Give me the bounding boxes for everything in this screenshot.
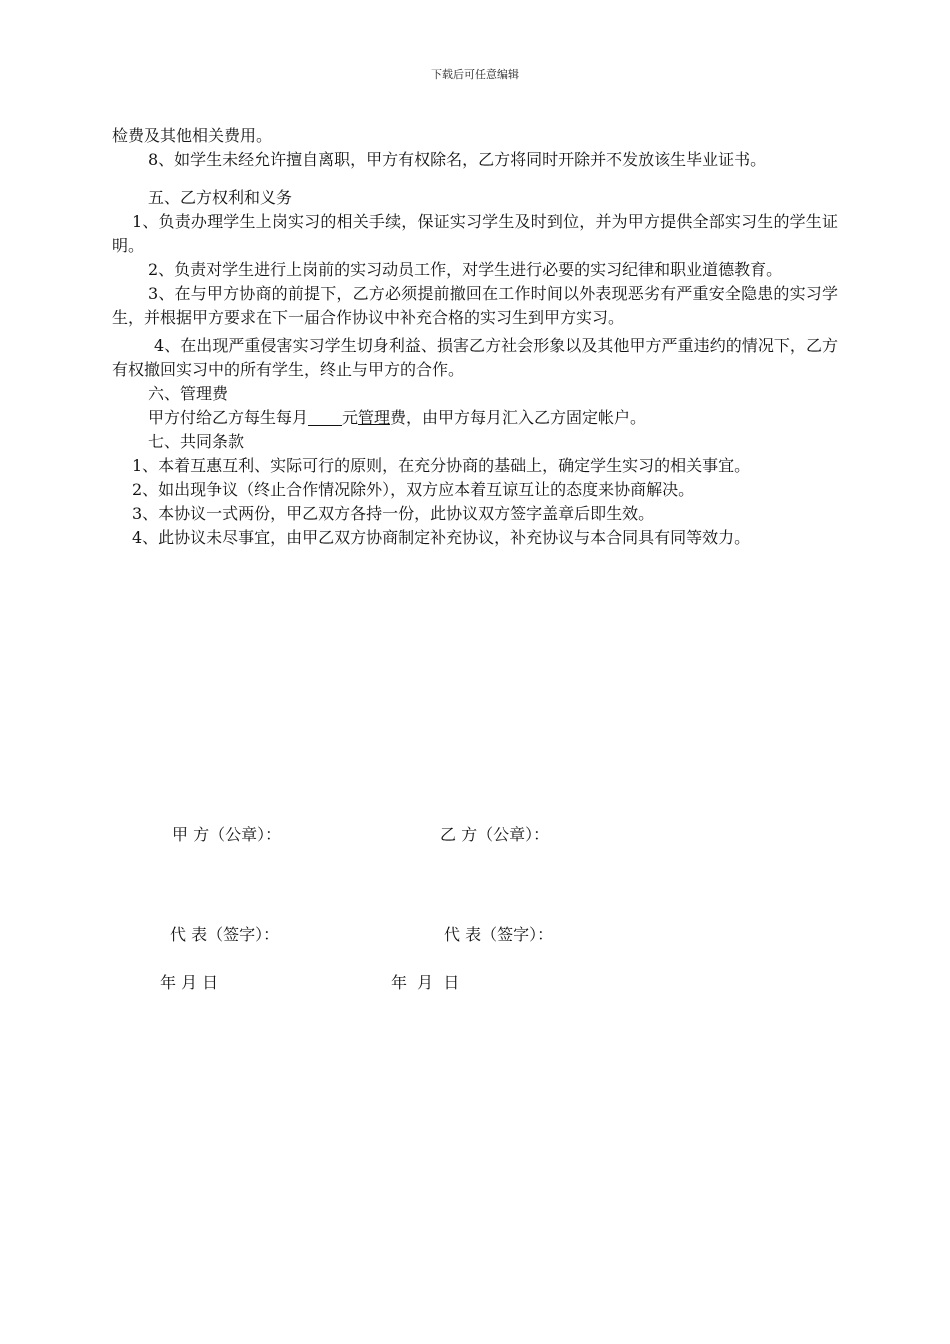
party-a-date: 年 月 日 (160, 973, 219, 992)
clause-b4: 4、在出现严重侵害实习学生切身利益、损害乙方社会形象以及其他甲方严重违约的情况下，乙方有权撤回实习中的所有学生，终止与甲方的合作。 (112, 336, 838, 379)
fee-text-a: 甲方付给乙方每生每月 (148, 408, 309, 427)
party-a-rep-label: 代 表（签字）： (170, 925, 280, 944)
common-clause-1: 1、本着互惠互利、实际可行的原则，在充分协商的基础上，确定学生实习的相关事宜。 (132, 456, 751, 475)
contract-body (112, 124, 838, 550)
page-header: 下载后可任意编辑 (431, 68, 519, 81)
section-seven-heading: 七、共同条款 (148, 432, 245, 451)
section-five-heading: 五、乙方权利和义务 (148, 188, 293, 207)
fee-text-underlined: 管理 (358, 408, 391, 427)
fee-amount-blank (308, 409, 342, 426)
section-six-heading: 六、管理费 (148, 384, 229, 403)
management-fee-line (112, 406, 838, 430)
clause-b3: 3、在与甲方协商的前提下，乙方必须提前撤回在工作时间以外表现恶劣有严重安全隐患的实习学生，并根据甲方要求在下一届合作协议中补充合格的实习生到甲方实习。 (112, 284, 838, 327)
party-b-date: 年 月 日 (391, 973, 460, 992)
common-clause-2: 2、如出现争议（终止合作情况除外），双方应本着互谅互让的态度来协商解决。 (132, 480, 695, 499)
party-a-seal-label: 甲 方（公章）： (172, 825, 282, 844)
party-b-seal-label: 乙 方（公章）： (440, 825, 550, 844)
common-clause-4: 4、此协议未尽事宜，由甲乙双方协商制定补充协议，补充协议与本合同具有同等效力。 (132, 528, 751, 547)
fee-text-d: 费，由甲方每月汇入乙方固定帐户。 (390, 408, 647, 427)
clause-8: 8、如学生未经允许擅自离职，甲方有权除名，乙方将同时开除并不发放该生毕业证书。 (148, 150, 767, 169)
clause-b2: 2、负责对学生进行上岗前的实习动员工作，对学生进行必要的实习纪律和职业道德教育。 (148, 260, 783, 279)
clause-b1: 1、负责办理学生上岗实习的相关手续，保证实习学生及时到位，并为甲方提供全部实习生的学生证明。 (112, 212, 838, 255)
common-clause-3: 3、本协议一式两份，甲乙双方各持一份，此协议双方签字盖章后即生效。 (132, 504, 655, 523)
party-b-rep-label: 代 表（签字）： (444, 925, 554, 944)
fee-text-b: 元 (342, 408, 359, 427)
paragraph-fees-continued: 检费及其他相关费用。 (112, 126, 273, 145)
